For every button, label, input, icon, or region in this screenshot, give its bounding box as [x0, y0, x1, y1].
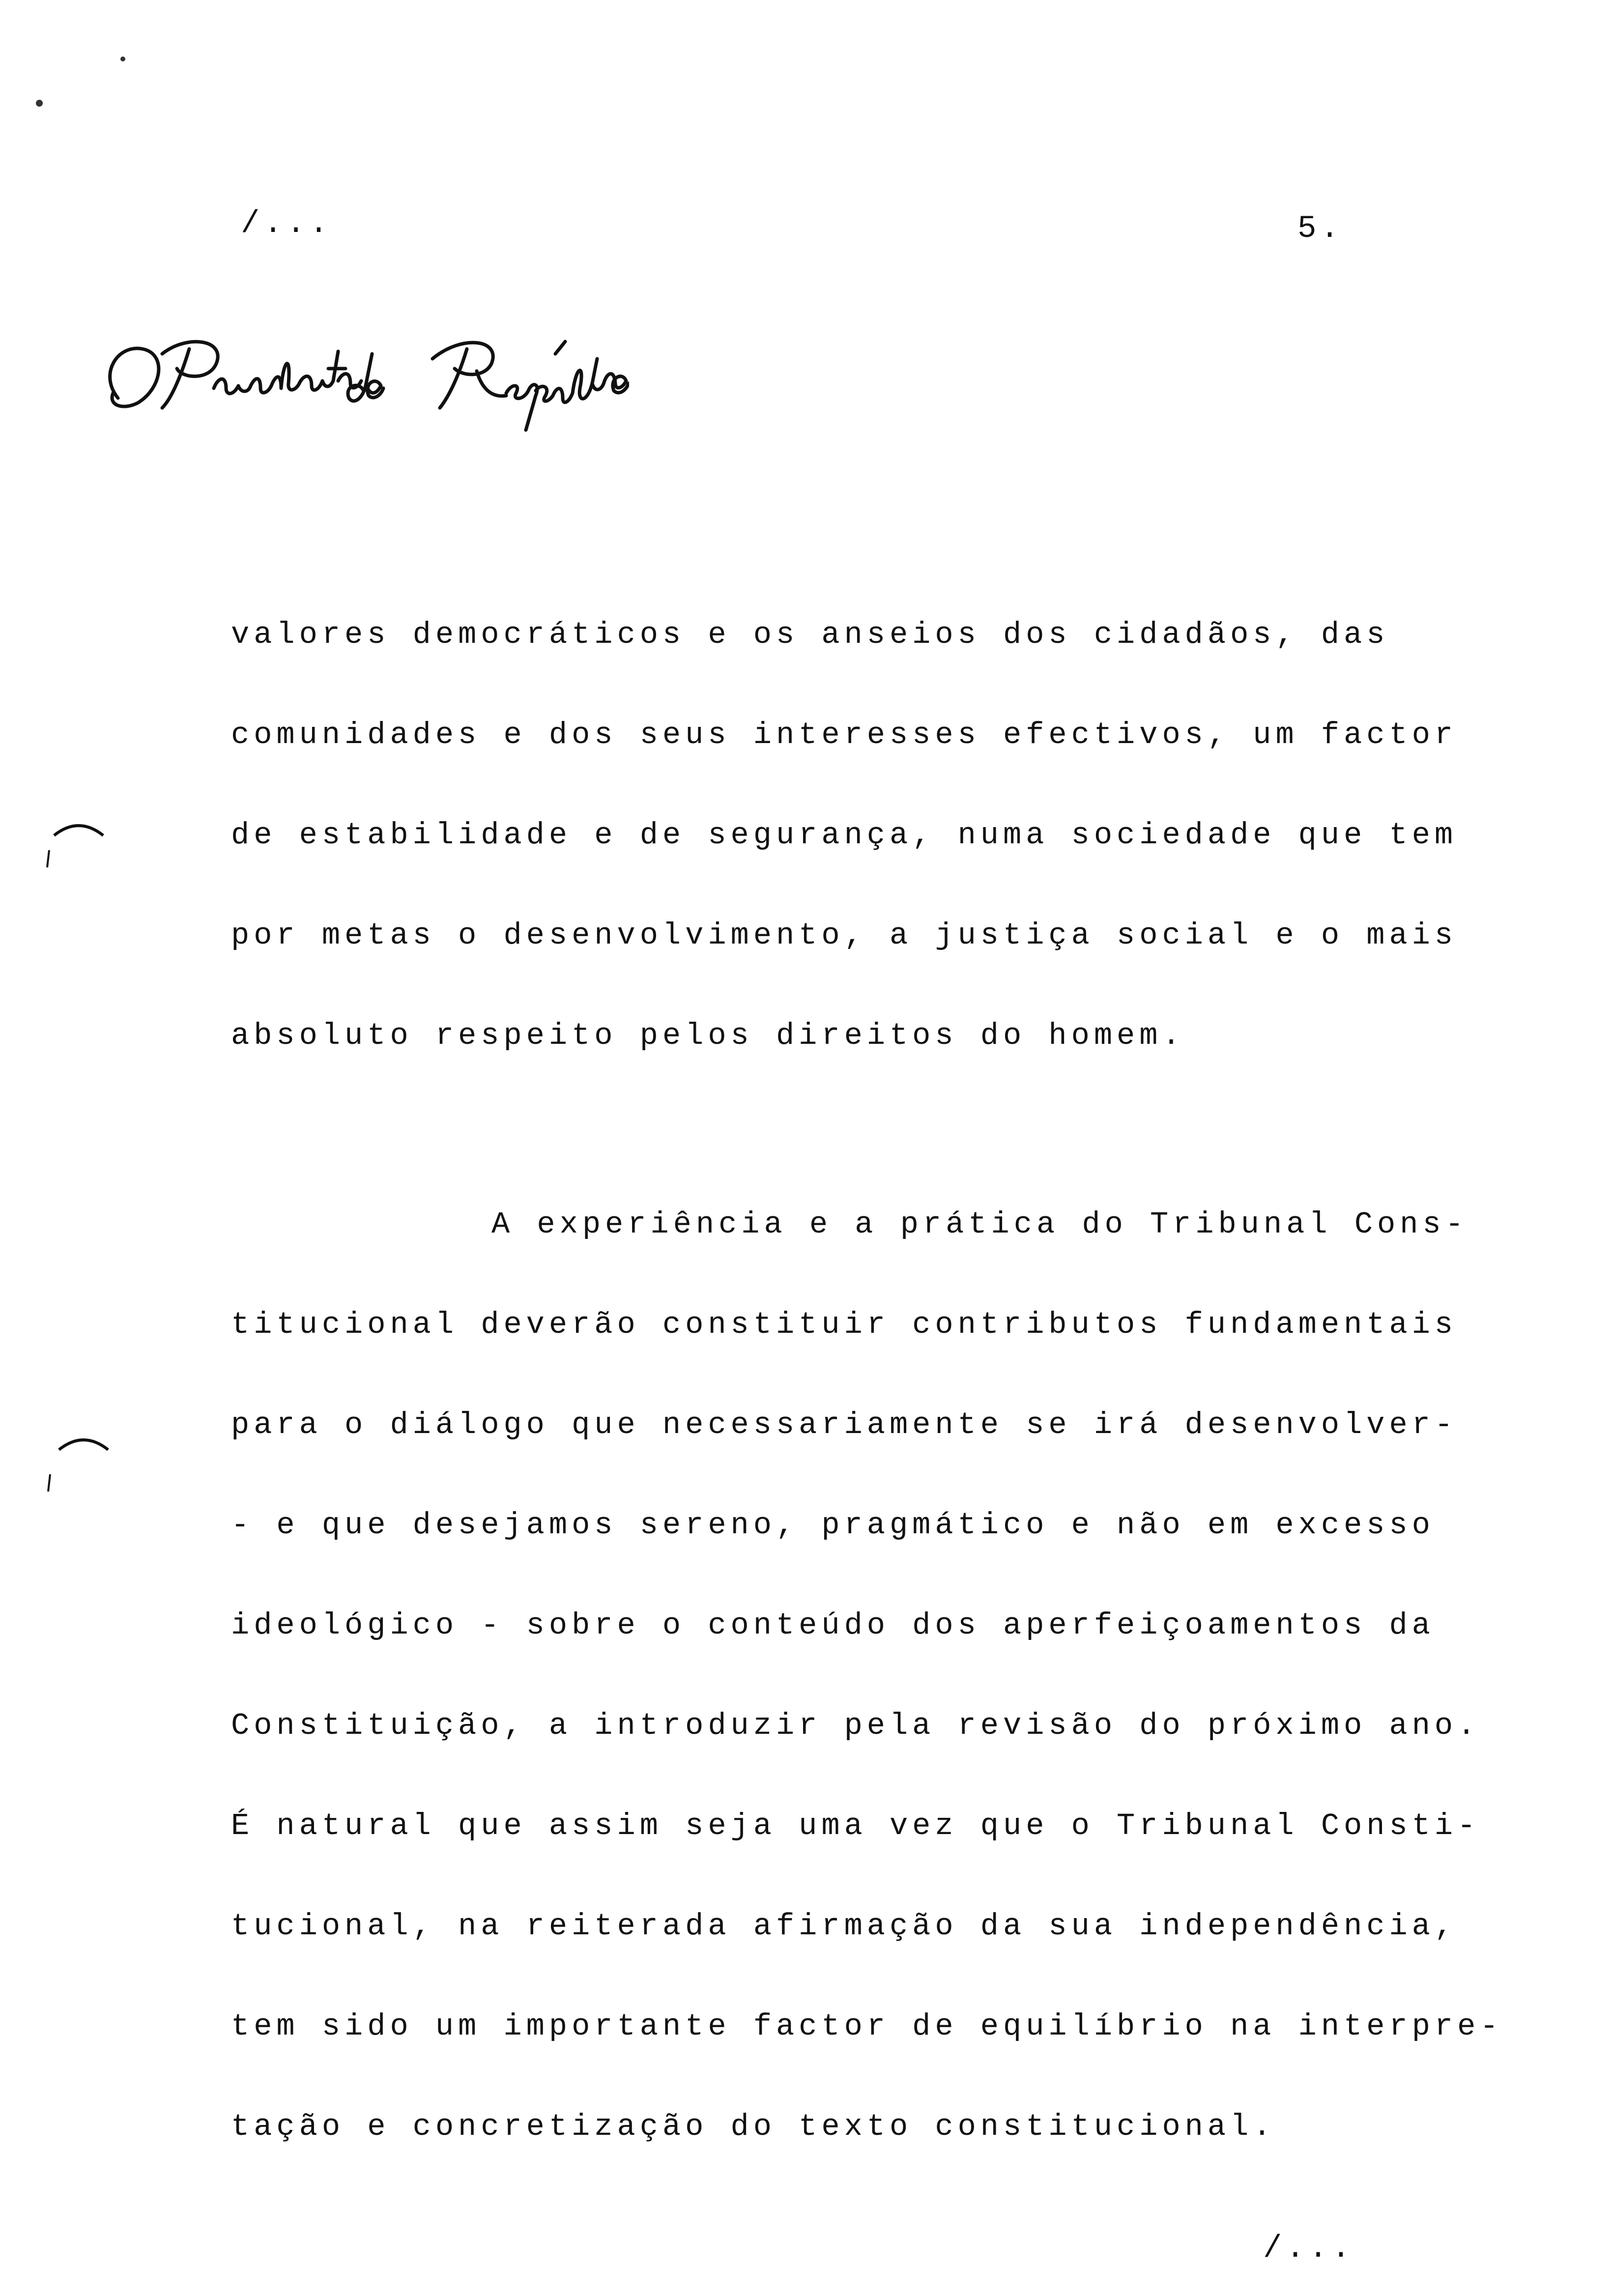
- letterhead-logo: [88, 315, 629, 432]
- paragraph-2: [231, 1175, 1503, 2177]
- paragraph-line: É natural que assim seja uma vez que o Tribunal Consti-: [231, 1808, 1480, 1843]
- paragraph-line: - e que desejamos sereno, pragmático e não em excesso: [231, 1508, 1435, 1543]
- page-number: 5.: [1297, 211, 1343, 247]
- paragraph-line: tucional, na reiterada afirmação da sua independência,: [231, 1909, 1458, 1944]
- paragraph-line: comunidades e dos seus interesses efectivos, um factor: [231, 718, 1458, 752]
- paragraph-1: [231, 585, 1458, 1086]
- letterhead-script-image: [88, 315, 629, 432]
- binder-hole-mark-lower: [39, 1420, 118, 1499]
- paragraph-line: ideológico - sobre o conteúdo dos aperfeiçoamentos da: [231, 1608, 1435, 1643]
- paragraph-line: absoluto respeito pelos direitos do homem.: [231, 1018, 1185, 1053]
- paragraph-line: A experiência e a prática do Tribunal Cons-: [491, 1207, 1468, 1242]
- paragraph-line: titucional deverão constituir contributos fundamentais: [231, 1307, 1458, 1342]
- paragraph-line: tação e concretização do texto constitucional.: [231, 2109, 1276, 2144]
- paragraph-line: Constituição, a introduzir pela revisão do próximo ano.: [231, 1708, 1480, 1743]
- paragraph-line: para o diálogo que necessariamente se irá desenvolver-: [231, 1407, 1458, 1442]
- continuation-mark-top: /...: [241, 206, 332, 242]
- paragraph-line: valores democráticos e os anseios dos cidadãos, das: [231, 617, 1389, 652]
- continuation-mark-bottom: /...: [1263, 2231, 1354, 2267]
- scan-speck-top: [29, 44, 128, 143]
- paragraph-line: tem sido um importante factor de equilíbrio na interpre-: [231, 2009, 1503, 2044]
- paragraph-line: por metas o desenvolvimento, a justiça social e o mais: [231, 918, 1458, 953]
- binder-hole-mark-upper: [39, 806, 118, 875]
- paragraph-line: de estabilidade e de segurança, numa sociedade que tem: [231, 818, 1458, 853]
